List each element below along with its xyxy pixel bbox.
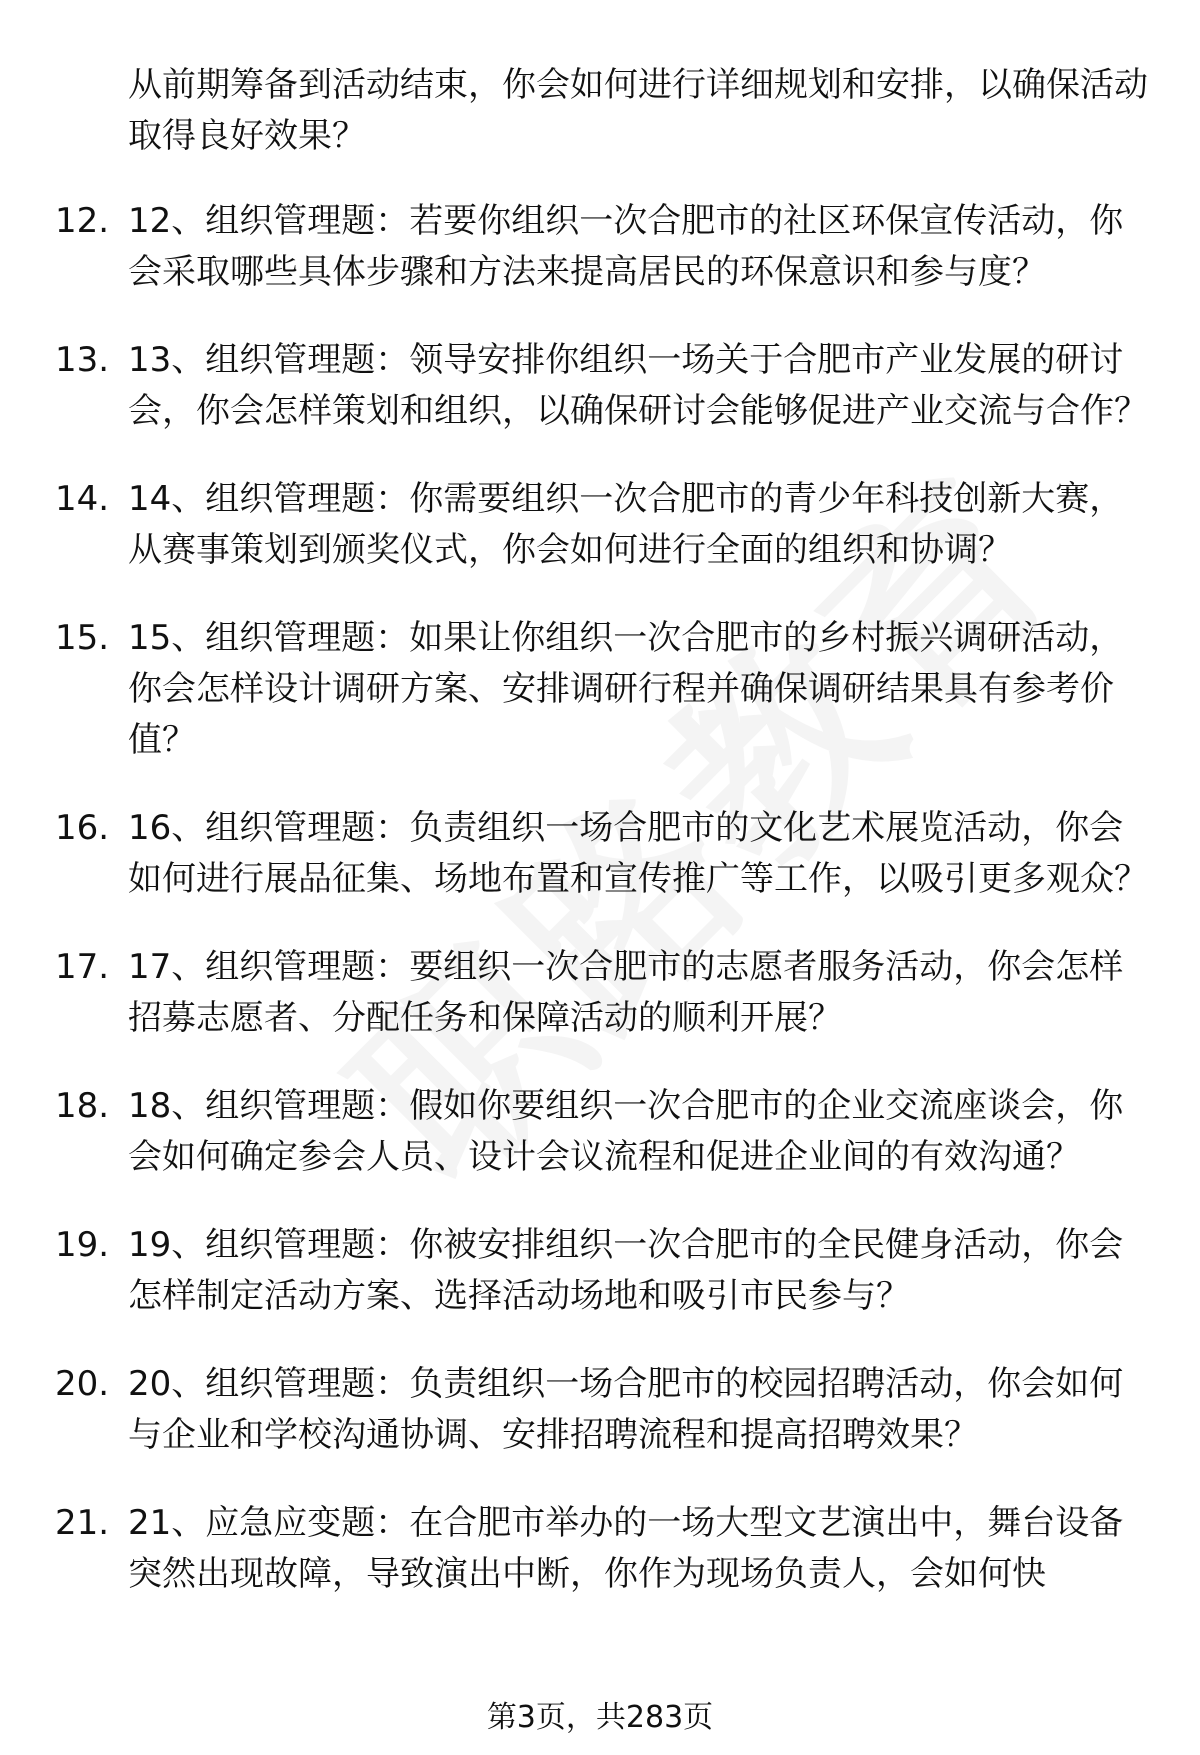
question-text: 18、组织管理题：假如你要组织一次合肥市的企业交流座谈会，你会如何确定参会人员、设计会议流程和促进企业间的有效沟通？ <box>128 1086 1124 1177</box>
intro-continuation-text: 从前期筹备到活动结束，你会如何进行详细规划和安排，以确保活动取得良好效果？ <box>128 65 1148 156</box>
question-text: 20、组织管理题：负责组织一场合肥市的校园招聘活动，你会如何与企业和学校沟通协调、安排招聘流程和提高招聘效果？ <box>128 1364 1124 1455</box>
question-text: 12、组织管理题：若要你组织一次合肥市的社区环保宣传活动，你会采取哪些具体步骤和方法来提高居民的环保意识和参与度？ <box>128 201 1124 292</box>
question-item <box>0 1498 1200 1600</box>
question-text: 17、组织管理题：要组织一次合肥市的志愿者服务活动，你会怎样招募志愿者、分配任务和保障活动的顺利开展？ <box>128 947 1124 1038</box>
question-number: 17. <box>55 947 110 987</box>
question-text: 15、组织管理题：如果让你组织一次合肥市的乡村振兴调研活动，你会怎样设计调研方案、安排调研行程并确保调研结果具有参考价值？ <box>128 618 1124 760</box>
page-footer: 第3页，共283页 <box>486 1700 714 1735</box>
question-item <box>0 474 1200 576</box>
question-item <box>0 335 1200 437</box>
question-text: 21、应急应变题：在合肥市举办的一场大型文艺演出中，舞台设备突然出现故障，导致演出中断，你作为现场负责人，会如何快 <box>128 1503 1124 1594</box>
question-item <box>0 196 1200 298</box>
question-number: 18. <box>55 1086 110 1126</box>
question-item <box>0 803 1200 905</box>
question-number: 14. <box>55 479 110 519</box>
question-text: 13、组织管理题：领导安排你组织一场关于合肥市产业发展的研讨会，你会怎样策划和组织，以确保研讨会能够促进产业交流与合作？ <box>128 340 1148 431</box>
question-number: 20. <box>55 1364 110 1404</box>
question-item <box>0 1081 1200 1183</box>
question-number: 12. <box>55 201 110 241</box>
question-number: 15. <box>55 618 110 658</box>
question-item <box>0 613 1200 766</box>
question-text: 14、组织管理题：你需要组织一次合肥市的青少年科技创新大赛，从赛事策划到颁奖仪式，你会如何进行全面的组织和协调？ <box>128 479 1124 570</box>
question-number: 13. <box>55 340 110 380</box>
question-number: 21. <box>55 1503 110 1543</box>
question-item <box>0 942 1200 1044</box>
question-text: 19、组织管理题：你被安排组织一次合肥市的全民健身活动，你会怎样制定活动方案、选择活动场地和吸引市民参与？ <box>128 1225 1124 1316</box>
question-number: 19. <box>55 1225 110 1265</box>
question-number: 16. <box>55 808 110 848</box>
question-text: 16、组织管理题：负责组织一场合肥市的文化艺术展览活动，你会如何进行展品征集、场地布置和宣传推广等工作，以吸引更多观众？ <box>128 808 1148 899</box>
question-list <box>0 196 1200 1637</box>
question-item <box>0 1359 1200 1461</box>
question-item <box>0 1220 1200 1322</box>
